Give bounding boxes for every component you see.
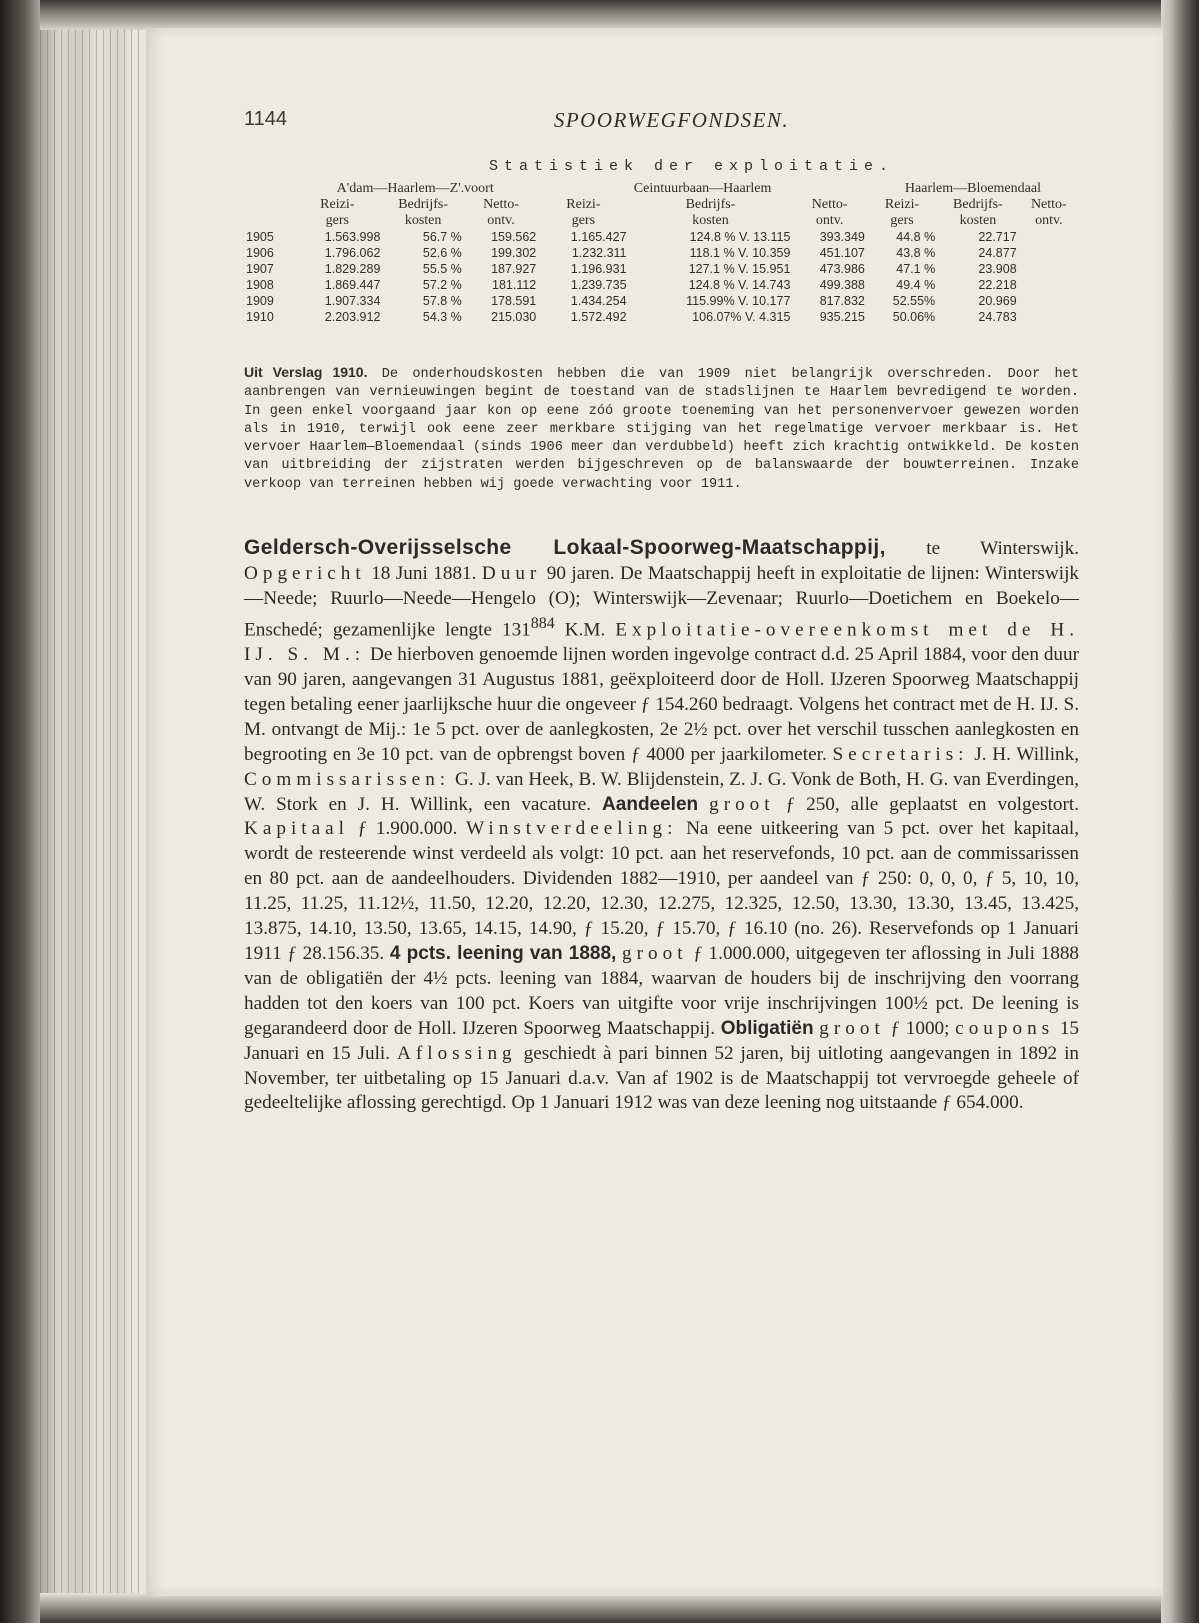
label-secretaris: Secretaris: xyxy=(832,743,969,765)
label-commissarissen: Commissarissen: xyxy=(244,768,451,790)
company-text: 90 jaren. De Maatschappij heeft in exploitatie de lijnen: Winterswijk—Neede; Ruurlo—Neede—Hengelo (O); Winterswijk—Zevenaar; Ruurlo—Doetichem en Boekelo—Enschedé; gezamenlijke lengte 131 xyxy=(244,562,1080,641)
table-cell: 159.562 xyxy=(491,230,537,244)
table-row xyxy=(244,277,1079,293)
book-edge-right xyxy=(1161,0,1199,1623)
table-cell: 187.927 xyxy=(491,262,537,276)
table-cell: 1.869.447 xyxy=(324,278,381,292)
label-duur: Duur xyxy=(481,562,542,584)
table-cell: 2.203.912 xyxy=(324,310,381,324)
table-cell: 1.232.311 xyxy=(571,246,627,260)
table-cell: 43.8 % xyxy=(896,246,936,260)
report-text: De onderhoudskosten hebben die van 1909 niet belangrijk overschreden. Door het aanbrengen van vernieuwingen begint de toestand van de stadslijnen te Haarlem bevredigend te worden. In geen enkel voorgaand jaar kon op eene zóó groote toeneming van het personenvervoer gewezen worden als in 1910, terwijl ook eene zeer merkbare stijging van het regelmatige vervoer merkbaar is. Het vervoer Haarlem—Bloemendaal (sinds 1906 meer dan verdubbeld) heeft zich krachtig ontwikkeld. De kosten van uitbreiding der zijstraten werden bijgeschreven op de balanswaarde der bouwterreinen. Inzake verkoop van terreinen hebben wij goede verwachting voor 1911. xyxy=(244,367,1079,492)
table-cell: 22.717 xyxy=(978,230,1017,244)
column-header: kosten xyxy=(959,213,997,228)
table-cell: 1.434.254 xyxy=(570,294,627,308)
column-header: kosten xyxy=(692,213,729,228)
table-cell: 817.832 xyxy=(819,294,865,308)
table-cell-year: 1907 xyxy=(246,262,274,276)
column-header: Netto- xyxy=(1030,197,1067,212)
table-cell: 115.99% V. 10.177 xyxy=(686,294,791,308)
label-winstverdeeling: Winstverdeeling: xyxy=(466,818,678,840)
company-text: te Winterswijk. xyxy=(926,538,1079,560)
column-header: Netto- xyxy=(483,197,519,212)
book-page xyxy=(146,28,1163,1596)
year-column-spacer xyxy=(244,181,292,197)
page-header xyxy=(244,108,1079,148)
table-row xyxy=(244,293,1079,309)
table-row xyxy=(244,229,1079,245)
label-exploitatie: Exploitatie-overeenkomst met de H. IJ. S. M.: xyxy=(244,619,1080,666)
table-cell: 199.302 xyxy=(491,246,537,260)
table-cell: 1.829.289 xyxy=(324,262,381,276)
table-cell: 1.563.998 xyxy=(324,230,381,244)
table-cell: 23.908 xyxy=(978,262,1017,276)
table-cell: 473.986 xyxy=(819,262,865,276)
column-header: ontv. xyxy=(815,213,844,228)
statistics-table-body xyxy=(244,229,1079,325)
group-header-ceintuurbaan: Ceintuurbaan—Haarlem xyxy=(633,181,772,196)
column-header: kosten xyxy=(404,213,442,228)
column-header: Reizi- xyxy=(566,197,601,212)
label-obligatien: Obligatiën xyxy=(720,1017,814,1039)
page-content xyxy=(244,108,1079,1136)
table-cell: 55.5 % xyxy=(422,262,462,276)
company-text: G. J. van Heek, B. W. Blijdenstein, Z. J. G. Vonk de Both, H. G. van Everdingen, W. Stork en J. H. Willink, een vacature. xyxy=(244,768,1079,815)
statistics-title: Statistiek der exploitatie. xyxy=(488,158,895,175)
annual-report-excerpt xyxy=(244,363,1079,494)
company-text: Na eene uitkeering van 5 pct. over het kapitaal, wordt de resteerende winst verdeeld als volgt: 10 pct. aan het reservefonds, 10 pct. aan de commissarissen en 80 pct. aan de aandeelhouders. Dividenden 1882—1910, per aandeel van ƒ 250: 0, 0, 0, ƒ 5, 10, 10, 11.25, 11.25, 11.12½, 11.50, 12.20, 12.20, 12.30, 12.275, 12.325, 12.50, 13.30, 13.30, 13.45, 13.425, 13.875, 14.10, 13.50, 13.65, 14.15, 14.90, ƒ 15.20, ƒ 15.70, ƒ 16.10 (no. 26). Reservefonds op 1 Januari 1911 ƒ 28.156.35. xyxy=(244,818,1080,964)
label-opgericht: Opgericht xyxy=(244,562,366,584)
company-text: geschiedt à pari binnen 52 jaren, bij uitloting aangevangen in 1892 in November, ter uitbetaling op 15 Januari d.a.v. Van af 1902 is de Maatschappij tot vervroegde geheele of gedeeltelijke aflossing gerechtigd. Op 1 Januari 1912 was van deze leening nog uitstaande ƒ 654.000. xyxy=(244,1042,1080,1114)
table-cell: 47.1 % xyxy=(896,262,936,276)
table-cell: 49.4 % xyxy=(896,278,936,292)
book-edge-top xyxy=(40,0,1170,30)
report-lead: Uit Verslag 1910. xyxy=(244,364,368,380)
running-title: SPOORWEGFONDSEN. xyxy=(553,108,790,132)
company-text: ƒ 1.900.000. xyxy=(357,818,458,840)
table-cell: 24.877 xyxy=(978,246,1017,260)
table-cell: 1.796.062 xyxy=(324,246,381,260)
table-cell: 393.349 xyxy=(819,230,865,244)
company-heading: Geldersch-Overijsselsche Lokaal-Spoorweg-Maatschappij, xyxy=(244,536,886,560)
table-cell-year: 1910 xyxy=(246,310,274,324)
table-row xyxy=(244,245,1079,261)
table-subheader-top xyxy=(244,197,1079,213)
table-group-header xyxy=(244,181,1079,197)
table-cell-year: 1909 xyxy=(246,294,274,308)
table-cell: 56.7 % xyxy=(422,230,462,244)
table-row xyxy=(244,309,1079,325)
company-text: 15 Januari en 15 Juli. xyxy=(244,1017,1079,1064)
column-header: gers xyxy=(890,213,914,228)
table-cell: 24.783 xyxy=(978,310,1017,324)
group-header-bloemendaal: Haarlem—Bloemendaal xyxy=(904,181,1041,196)
company-text: J. H. Willink, xyxy=(974,743,1080,765)
table-cell-year: 1905 xyxy=(246,230,274,244)
column-header: Netto- xyxy=(811,197,848,212)
table-subheader-bottom xyxy=(244,213,1079,229)
table-cell: 1.239.735 xyxy=(570,278,627,292)
column-header: ontv. xyxy=(487,213,515,228)
page-edge-lines xyxy=(40,20,145,1603)
company-text: 18 Juni 1881. xyxy=(371,562,477,584)
column-header: Reizi- xyxy=(320,197,355,212)
label-lening: 4 pcts. leening van 1888, xyxy=(389,942,617,964)
table-cell: 52.55% xyxy=(892,294,936,308)
table-cell: 127.1 % V. 15.951 xyxy=(688,262,791,276)
company-text: ƒ 1000; xyxy=(890,1017,950,1039)
statistics-table xyxy=(244,181,1079,325)
table-cell: 1.196.931 xyxy=(570,262,627,276)
table-cell: 178.591 xyxy=(491,294,537,308)
table-cell-year: 1908 xyxy=(246,278,274,292)
label-aflossing: Aflossing xyxy=(397,1042,517,1064)
company-entry xyxy=(244,536,1079,1116)
label-coupons: coupons xyxy=(955,1017,1055,1039)
label-groot: groot xyxy=(819,1017,885,1039)
table-cell: 935.215 xyxy=(819,310,865,324)
table-cell: 451.107 xyxy=(819,246,865,260)
column-header: Bedrijfs- xyxy=(685,197,736,212)
table-cell: 181.112 xyxy=(492,278,537,292)
table-cell: 124.8 % V. 14.743 xyxy=(688,278,791,292)
table-cell: 1.572.492 xyxy=(570,310,627,324)
table-cell: 44.8 % xyxy=(896,230,936,244)
table-cell: 499.388 xyxy=(819,278,865,292)
table-cell: 106.07% V. 4.315 xyxy=(692,310,791,324)
table-cell: 1.165.427 xyxy=(570,230,627,244)
column-header: Reizi- xyxy=(884,197,920,212)
company-text: ƒ 250, alle geplaatst en volgestort. xyxy=(785,793,1080,815)
label-groot: groot xyxy=(709,793,775,815)
table-cell: 52.6 % xyxy=(422,246,462,260)
company-text: K.M. xyxy=(564,619,606,641)
table-cell: 57.2 % xyxy=(422,278,462,292)
book-edge-bottom xyxy=(40,1593,1170,1623)
table-cell-year: 1906 xyxy=(246,246,274,260)
table-row xyxy=(244,261,1079,277)
table-cell: 1.907.334 xyxy=(324,294,381,308)
table-cell: 20.969 xyxy=(978,294,1017,308)
column-header: Bedrijfs- xyxy=(953,197,1003,212)
column-header: gers xyxy=(325,213,349,228)
label-groot: groot xyxy=(622,942,688,964)
table-cell: 22.218 xyxy=(978,278,1017,292)
length-superscript: 884 xyxy=(530,614,555,632)
column-header: ontv. xyxy=(1035,213,1063,228)
table-cell: 118.1 % V. 10.359 xyxy=(689,246,791,260)
table-cell: 57.8 % xyxy=(422,294,462,308)
table-cell: 124.8 % V. 13.115 xyxy=(689,230,791,244)
group-header-adam: A'dam—Haarlem—Z'.voort xyxy=(336,181,494,196)
table-cell: 54.3 % xyxy=(422,310,462,324)
column-header: gers xyxy=(571,213,596,228)
company-text: ƒ 1.000.000, uitgegeven ter aflossing in Juli 1888 van de obligatiën der 4½ pcts. leening van 1884, waarvan de houders bij de inschrijving den voorrang hadden tot den koers van 100 pct. Koers van uitgifte voor vrije inschrijvingen 100½ pct. De leening is gegarandeerd door de Holl. IJzeren Spoorweg Maatschappij. xyxy=(244,942,1080,1039)
label-aandeelen: Aandeelen xyxy=(602,793,699,815)
table-cell: 215.030 xyxy=(491,310,537,324)
label-kapitaal: Kapitaal xyxy=(244,818,349,840)
book-page-edges-left xyxy=(0,0,150,1623)
page-number: 1144 xyxy=(244,108,288,130)
column-header: Bedrijfs- xyxy=(398,197,448,212)
table-cell: 50.06% xyxy=(892,310,936,324)
company-text: De hierboven genoemde lijnen worden ingevolge contract d.d. 25 April 1884, voor den duur van 90 jaren, aangevangen 31 Augustus 1881, geëxploiteerd door de Holl. IJzeren Spoorweg Maatschappij tegen betaling eener jaarlijksche huur die ongeveer ƒ 154.260 bedraagt. Volgens het contract met de H. IJ. S. M. ontvangt de Mij.: 1e 5 pct. over de aanlegkosten, 2e 2½ pct. over het verschil tusschen aanlegkosten en begrooting en 3e 10 pct. van de opbrengst boven ƒ 4000 per jaarkilometer. xyxy=(244,644,1080,765)
